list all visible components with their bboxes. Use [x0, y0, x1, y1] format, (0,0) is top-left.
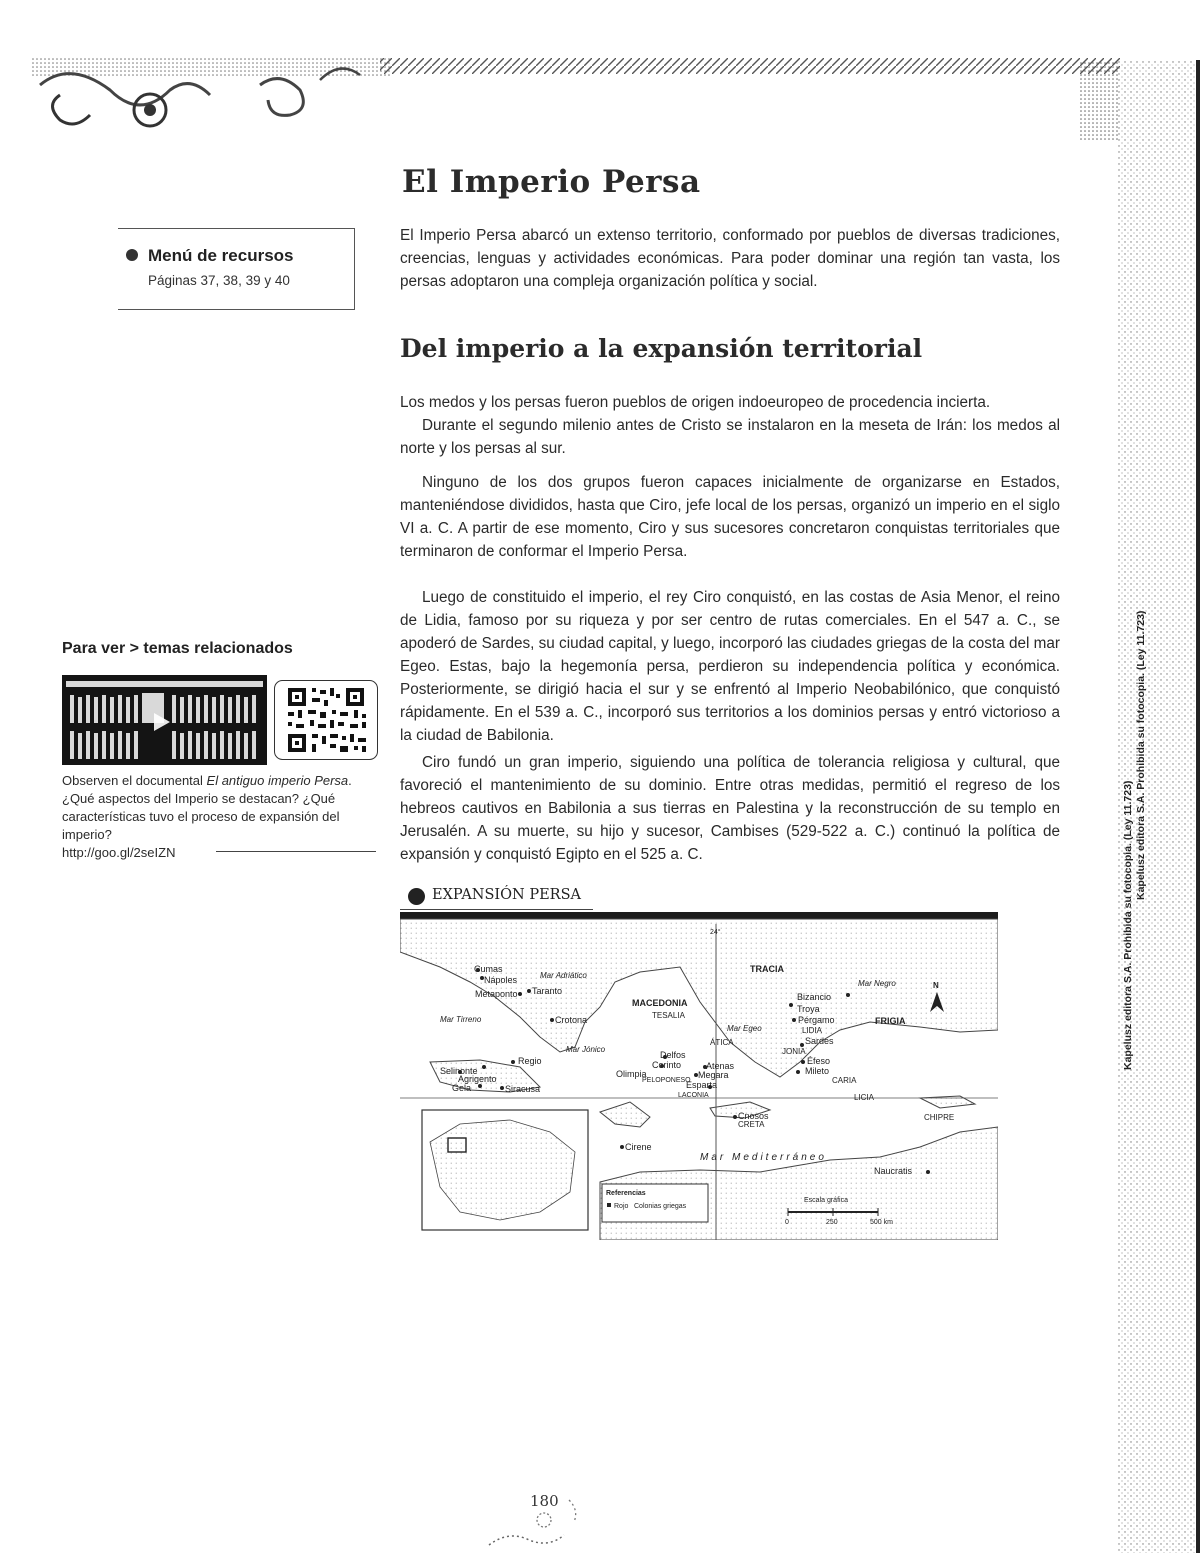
map-label: Crotona: [555, 1015, 588, 1025]
map-label: Cumas: [474, 964, 503, 974]
header-ornament: [0, 50, 1200, 150]
copyright-notice: [1122, 610, 1164, 1070]
map-label: Naucratis: [874, 1166, 913, 1176]
documentary-title: El antiguo imperio Persa: [206, 773, 349, 788]
scale-max: 500 km: [870, 1219, 893, 1226]
map-label: TESALIA: [652, 1011, 685, 1020]
scale-zero: 0: [785, 1219, 789, 1226]
body-paragraph: Ciro fundó un gran imperio, siguiendo una política de tolerancia religiosa y cultural, que favoreció el mantenimiento de su dominio. Entre otras medidas, permitió el regreso de los hebreos cautivos en Babilonia a sus tierras en Palestina y la reconstrucción de su templo en Jerusalén. A su muerte, su hijo y sucesor, Cambises (529-522 a. C.) continuó la política de expansión y conquistó Egipto en el 525 a. C.: [400, 754, 1060, 863]
related-video-heading: Para ver > temas relacionados: [62, 640, 293, 657]
map-label: Mar Negro: [858, 979, 896, 988]
page-title: El Imperio Persa: [402, 164, 701, 200]
map-label: Regio: [518, 1056, 542, 1066]
legend-swatch-label: Rojo: [614, 1203, 629, 1210]
body-paragraph: Luego de constituido el imperio, el rey Ciro conquistó, en las costas de Asia Menor, el reino de Lidia, famoso por su riqueza y por ser centro de rutas comerciales. En el 547 a. C., se apoderó de Sardes, su ciudad capital, y luego, incorporó las ciudades griegas de la costa del mar Egeo. Estas, bajo la hegemonía persa, perdieron su independencia política y económica. Posteriormente, se dirigió hacia el sur y se enfrentó al Imperio Neobabilónico, que conquistó rápidamente. En el 539 a. C., incorporó sus territorios a los dominios persas y entró victorioso a la ciudad de Babilonia.: [400, 589, 1060, 744]
map-label: CRETA: [738, 1120, 765, 1129]
caption-text: . ¿Qué aspectos del Imperio se destacan? ¿Qué características tuvo el proceso de expansión del imperio?: [62, 773, 352, 842]
map-label: Agrigento: [458, 1074, 497, 1084]
copyright-line: Kapelusz editora S.A. Prohibida su fotocopia. (Ley 11.723): [1135, 610, 1147, 900]
map-label: LIDIA: [802, 1026, 823, 1035]
resource-menu-pages: Páginas 37, 38, 39 y 40: [148, 273, 290, 288]
qr-code-icon[interactable]: [274, 680, 378, 760]
map-label: Mar Egeo: [727, 1024, 762, 1033]
map-label: Corinto: [652, 1060, 682, 1070]
map-label: Siracusa: [505, 1084, 541, 1094]
map-label: Atenas: [706, 1061, 735, 1071]
map-label: 24°: [710, 929, 721, 936]
map-label: FRIGIA: [875, 1016, 906, 1026]
map-label: Pérgamo: [798, 1015, 835, 1025]
map-label: ÁTICA: [710, 1038, 734, 1047]
map-label: Nápoles: [484, 975, 518, 985]
map-label: Mileto: [805, 1066, 830, 1076]
video-link[interactable]: http://goo.gl/2seIZN: [62, 845, 176, 860]
map-label: Mar Tirreno: [440, 1015, 482, 1024]
divider: [216, 851, 376, 852]
map-label: Megara: [698, 1070, 729, 1080]
map-label: JONIA: [782, 1047, 806, 1056]
map-title: EXPANSIÓN PERSA: [432, 887, 582, 903]
intro-paragraph: El Imperio Persa abarcó un extenso territorio, conformado por pueblos de diversas tradiciones, creencias, lenguas y actividades económicas. Para poder dominar una región tan vasta, los persas adoptaron una compleja organización política y social.: [400, 227, 1060, 290]
legend-item: Colonias griegas: [634, 1203, 687, 1210]
resource-menu-box[interactable]: [108, 228, 356, 312]
map-label: Cnosos: [738, 1111, 769, 1121]
map-label: Mar Mediterráneo: [700, 1152, 827, 1163]
map-label: Troya: [797, 1004, 820, 1014]
map-label: Esparta: [686, 1080, 718, 1090]
map-label: PELOPONESO: [642, 1077, 691, 1084]
map-label: LACONIA: [678, 1092, 709, 1099]
map-label: Metaponto: [475, 989, 518, 999]
body-paragraph: Durante el segundo milenio antes de Cristo se instalaron en la meseta de Irán: los medos al norte y los persas al sur.: [400, 417, 1060, 457]
map-label: TRACIA: [750, 964, 784, 974]
video-thumbnail[interactable]: [62, 675, 267, 765]
map-label: Mar Adriático: [540, 971, 587, 980]
map-label: CHIPRE: [924, 1113, 955, 1122]
scale-title: Escala gráfica: [804, 1197, 848, 1204]
figure-number-badge: [408, 888, 425, 905]
map-label: Gela: [452, 1083, 472, 1093]
body-paragraph: Los medos y los persas fueron pueblos de origen indoeuropeo de procedencia incierta.: [400, 394, 991, 411]
copyright-line: Kapelusz editora S.A. Prohibida su fotocopia. (Ley 11.723): [1122, 780, 1134, 1070]
video-caption: [62, 772, 377, 862]
map-label: LICIA: [854, 1093, 875, 1102]
resource-menu-title: Menú de recursos: [148, 246, 294, 265]
map-label: Éfeso: [807, 1056, 831, 1066]
legend-title: Referencias: [606, 1190, 646, 1197]
map-label: Bizancio: [797, 992, 832, 1002]
map-label: Mar Jónico: [566, 1045, 606, 1054]
map-label: CARIA: [832, 1076, 857, 1085]
section-heading: Del imperio a la expansión territorial: [400, 334, 923, 363]
page-number: 180: [530, 1492, 559, 1510]
map-label: N: [933, 981, 939, 990]
map-label: Selinonte: [440, 1066, 478, 1076]
map-labels: [400, 912, 998, 1240]
scale-mid: 250: [826, 1219, 838, 1226]
bullet-icon: [126, 249, 138, 261]
map-label: MACEDONIA: [632, 998, 688, 1008]
body-paragraph: Ninguno de los dos grupos fueron capaces inicialmente de organizarse en Estados, manteniéndose divididos, hasta que Ciro, jefe local de los persas, organizó un imperio en el siglo VI a. C. A partir de ese momento, Ciro y sus sucesores concretaron conquistas territoriales que terminaron de conformar el Imperio Persa.: [400, 474, 1060, 560]
map-label: Sardes: [805, 1036, 834, 1046]
map-label: Cirene: [625, 1142, 652, 1152]
map-label: Taranto: [532, 986, 563, 996]
map-label: Delfos: [660, 1050, 686, 1060]
caption-text: Observen el documental: [62, 773, 207, 788]
map-label: Olimpia: [616, 1069, 647, 1079]
